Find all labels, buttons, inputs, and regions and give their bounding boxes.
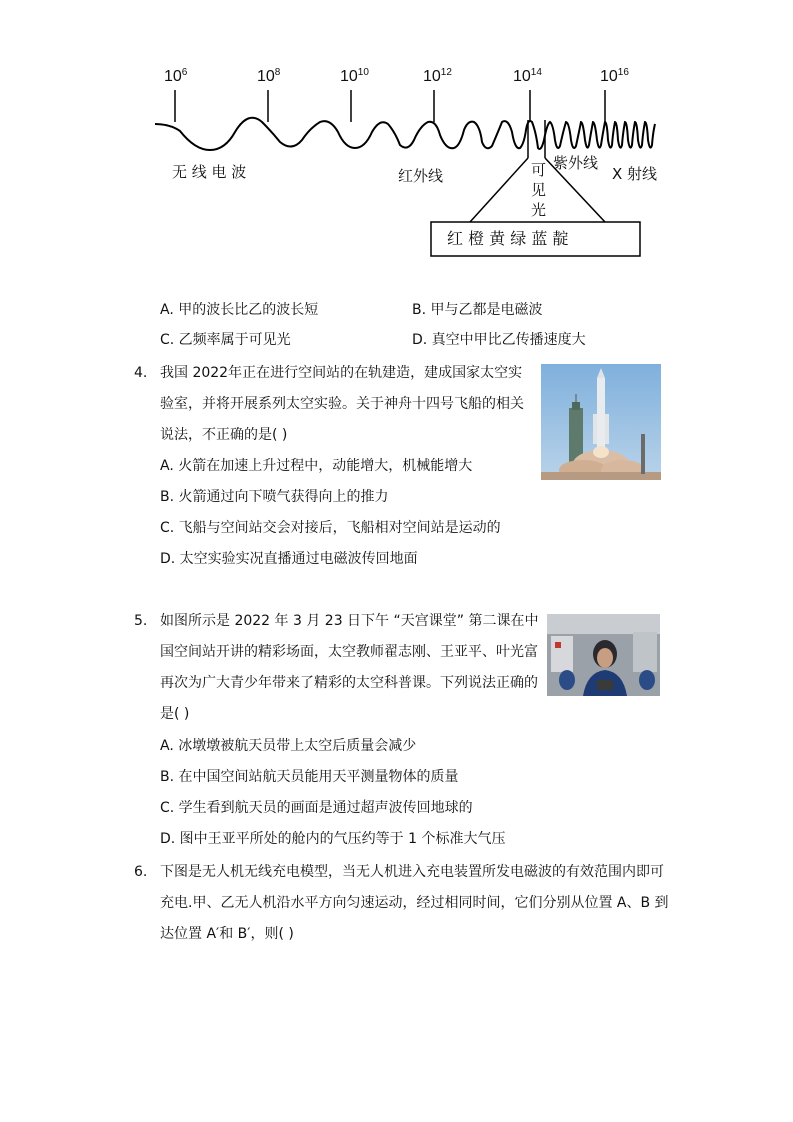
- q5-stem-line-2: 国空间站开讲的精彩场面，太空教师翟志刚、王亚平、叶光富: [160, 644, 538, 660]
- q4-option-b: B. 火箭通过向下喷气获得向上的推力: [160, 489, 389, 505]
- label-visible-3: 光: [531, 201, 547, 219]
- wave-line: [155, 118, 655, 150]
- q5-option-b: B. 在中国空间站航天员能用天平测量物体的质量: [160, 769, 459, 785]
- freq-label-1e12: $10^{12}$: [423, 67, 452, 85]
- q3-option-b: B. 甲与乙都是电磁波: [412, 302, 543, 318]
- freq-label-1e10: $10^{10}$: [340, 67, 369, 85]
- freq-label-1e8: $10^8$: [257, 67, 281, 85]
- q6-stem-line-3: 达位置 A′和 B′，则( ): [160, 926, 294, 942]
- spectrum-wave-graphic: [0, 0, 793, 270]
- q6-stem-line-2: 充电.甲、乙无人机沿水平方向匀速运动，经过相同时间，它们分别从位置 A、B 到: [160, 895, 669, 911]
- freq-label-1e16: $10^{16}$: [600, 67, 629, 85]
- q5-option-a: A. 冰墩墩被航天员带上太空后质量会减少: [160, 738, 417, 754]
- q3-option-c: C. 乙频率属于可见光: [160, 332, 291, 348]
- q4-number: 4.: [134, 365, 148, 381]
- q5-option-d: D. 图中王亚平所处的舱内的气压约等于 1 个标准大气压: [160, 831, 506, 847]
- q3-option-d: D. 真空中甲比乙传播速度大: [412, 332, 586, 348]
- q5-stem-line-4: 是( ): [160, 706, 190, 722]
- q5-option-c: C. 学生看到航天员的画面是通过超声波传回地球的: [160, 800, 473, 816]
- label-visible-2: 见: [531, 181, 547, 199]
- rocket-launch-photo: [541, 364, 661, 480]
- q4-option-a: A. 火箭在加速上升过程中，动能增大，机械能增大: [160, 458, 473, 474]
- label-ultraviolet: 紫外线: [553, 154, 599, 172]
- q5-stem-line-1: 如图所示是 2022 年 3 月 23 日下午 “天宫课堂” 第二课在中: [160, 613, 539, 629]
- q3-option-a: A. 甲的波长比乙的波长短: [160, 302, 319, 318]
- q5-stem-line-3: 再次为广大青少年带来了精彩的太空科普课。下列说法正确的: [160, 675, 538, 691]
- visible-colors-label: 红 橙 黄 绿 蓝 靛: [447, 229, 569, 248]
- q4-stem-line-1: 我国 2022年正在进行空间站的在轨建造，建成国家太空实: [160, 365, 523, 381]
- label-radio-wave: 无 线 电 波: [172, 163, 247, 181]
- freq-label-1e14: $10^{14}$: [513, 67, 542, 85]
- freq-label-1e6: $10^6$: [164, 67, 188, 85]
- q4-option-d: D. 太空实验实况直播通过电磁波传回地面: [160, 551, 418, 567]
- label-xray: X 射线: [612, 165, 658, 183]
- q4-stem-line-3: 说法，不正确的是( ): [160, 427, 288, 443]
- expansion-left-line: [470, 158, 528, 222]
- label-visible-1: 可: [531, 161, 547, 179]
- q4-option-c: C. 飞船与空间站交会对接后，飞船相对空间站是运动的: [160, 520, 501, 536]
- space-station-photo: [547, 614, 660, 696]
- q5-number: 5.: [134, 613, 148, 629]
- q6-number: 6.: [134, 864, 148, 880]
- q6-stem-line-1: 下图是无人机无线充电模型，当无人机进入充电装置所发电磁波的有效范围内即可: [160, 864, 664, 880]
- q4-stem-line-2: 验室，并将开展系列太空实验。关于神舟十四号飞船的相关: [160, 396, 524, 412]
- label-infrared: 红外线: [398, 167, 444, 185]
